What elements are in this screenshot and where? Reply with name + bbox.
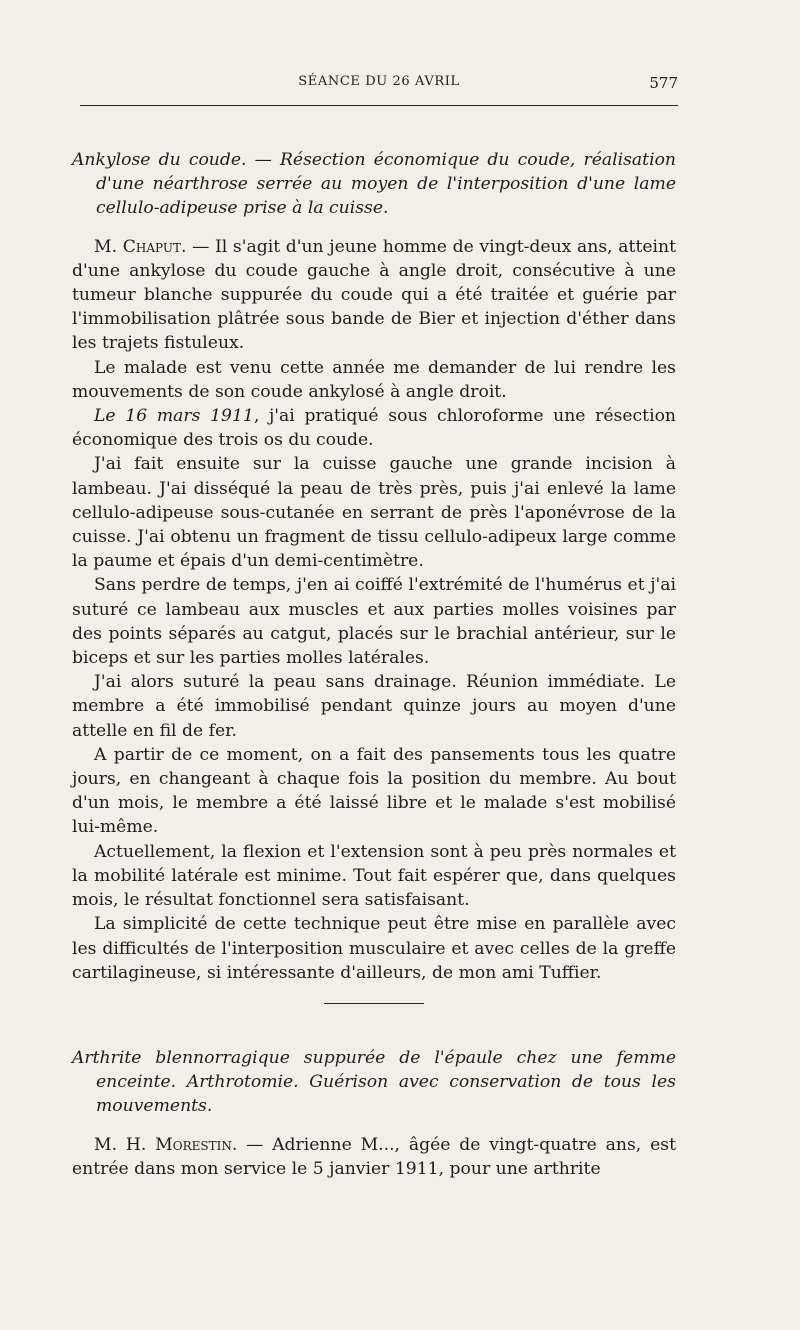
paragraph xyxy=(72,235,676,356)
paragraph: J'ai fait ensuite sur la cuisse gauche une grande incision à lambeau. J'ai disséqué la peau de très près, puis j'ai enlevé la lame cellulo-adipeuse sous-cutanée en serrant de près l'aponévrose de la cuisse. J'ai obtenu un fragment de tissu cellulo-adipeux large comme la paume et épais d'un demi-centimètre. xyxy=(72,454,676,572)
paragraph-text: — Adrienne M..., âgée de vingt-quatre ans, est entrée dans mon service le 5 janvier 1911, pour une arthrite xyxy=(72,1134,676,1179)
page-header xyxy=(80,74,678,100)
running-head: SÉANCE DU 26 AVRIL xyxy=(298,74,460,89)
page-body xyxy=(72,148,676,1181)
page-number: 577 xyxy=(649,74,678,92)
header-rule xyxy=(80,105,678,106)
paragraph xyxy=(72,1133,676,1181)
paragraph: A partir de ce moment, on a fait des pansements tous les quatre jours, en changeant à chaque fois la position du membre. Au bout d'un mois, le membre a été laissé libre et le malade s'est mobilisé lui-même. xyxy=(72,744,676,838)
paragraph xyxy=(72,404,676,452)
section-separator xyxy=(324,1003,424,1004)
section-title-arthrite: Arthrite blennorragique suppurée de l'épaule chez une femme enceinte. Arthrotomie. Guérison avec conservation de tous les mouvements. xyxy=(72,1047,676,1117)
paragraph: Actuellement, la flexion et l'extension sont à peu près normales et la mobilité latérale est minime. Tout fait espérer que, dans quelques mois, le résultat fonctionnel sera satisfaisant. xyxy=(72,841,676,911)
paragraph: Sans perdre de temps, j'en ai coiffé l'extrémité de l'humérus et j'ai suturé ce lambeau aux muscles et aux parties molles voisines par des points séparés au catgut, placés sur le brachial antérieur, sur le biceps et sur les parties molles latérales. xyxy=(72,575,676,669)
paragraph-text: — Il s'agit d'un jeune homme de vingt-deux ans, atteint d'une ankylose du coude gauche à angle droit, consécutive à une tumeur blanche suppurée du coude qui a été traitée et guérie par l'immobilisation plâtrée sous bande de Bier et injection d'éther dans les trajets fistuleux. xyxy=(72,236,676,354)
date-text: Le 16 mars 1911 xyxy=(94,406,254,427)
section-title-ankylose: Ankylose du coude. — Résection économique du coude, réalisation d'une néarthrose serrée au moyen de l'interposition d'une lame cellulo-adipeuse prise à la cuisse. xyxy=(72,150,676,219)
speaker-name: M. H. Morestin. xyxy=(94,1134,238,1155)
paragraph-text: , j'ai pratiqué sous chloroforme une résection économique des trois os du coude. xyxy=(72,406,676,451)
paragraph: J'ai alors suturé la peau sans drainage. Réunion immédiate. Le membre a été immobilisé pendant quinze jours au moyen d'une attelle en fil de fer. xyxy=(72,672,676,741)
speaker-name: M. Chaput. xyxy=(94,236,187,257)
paragraph: La simplicité de cette technique peut être mise en parallèle avec les difficultés de l'interposition musculaire et avec celles de la greffe cartilagineuse, si intéressante d'ailleurs, de mon ami Tuffier. xyxy=(72,914,676,983)
paragraph: Le malade est venu cette année me demander de lui rendre les mouvements de son coude ankylosé à angle droit. xyxy=(72,357,676,402)
